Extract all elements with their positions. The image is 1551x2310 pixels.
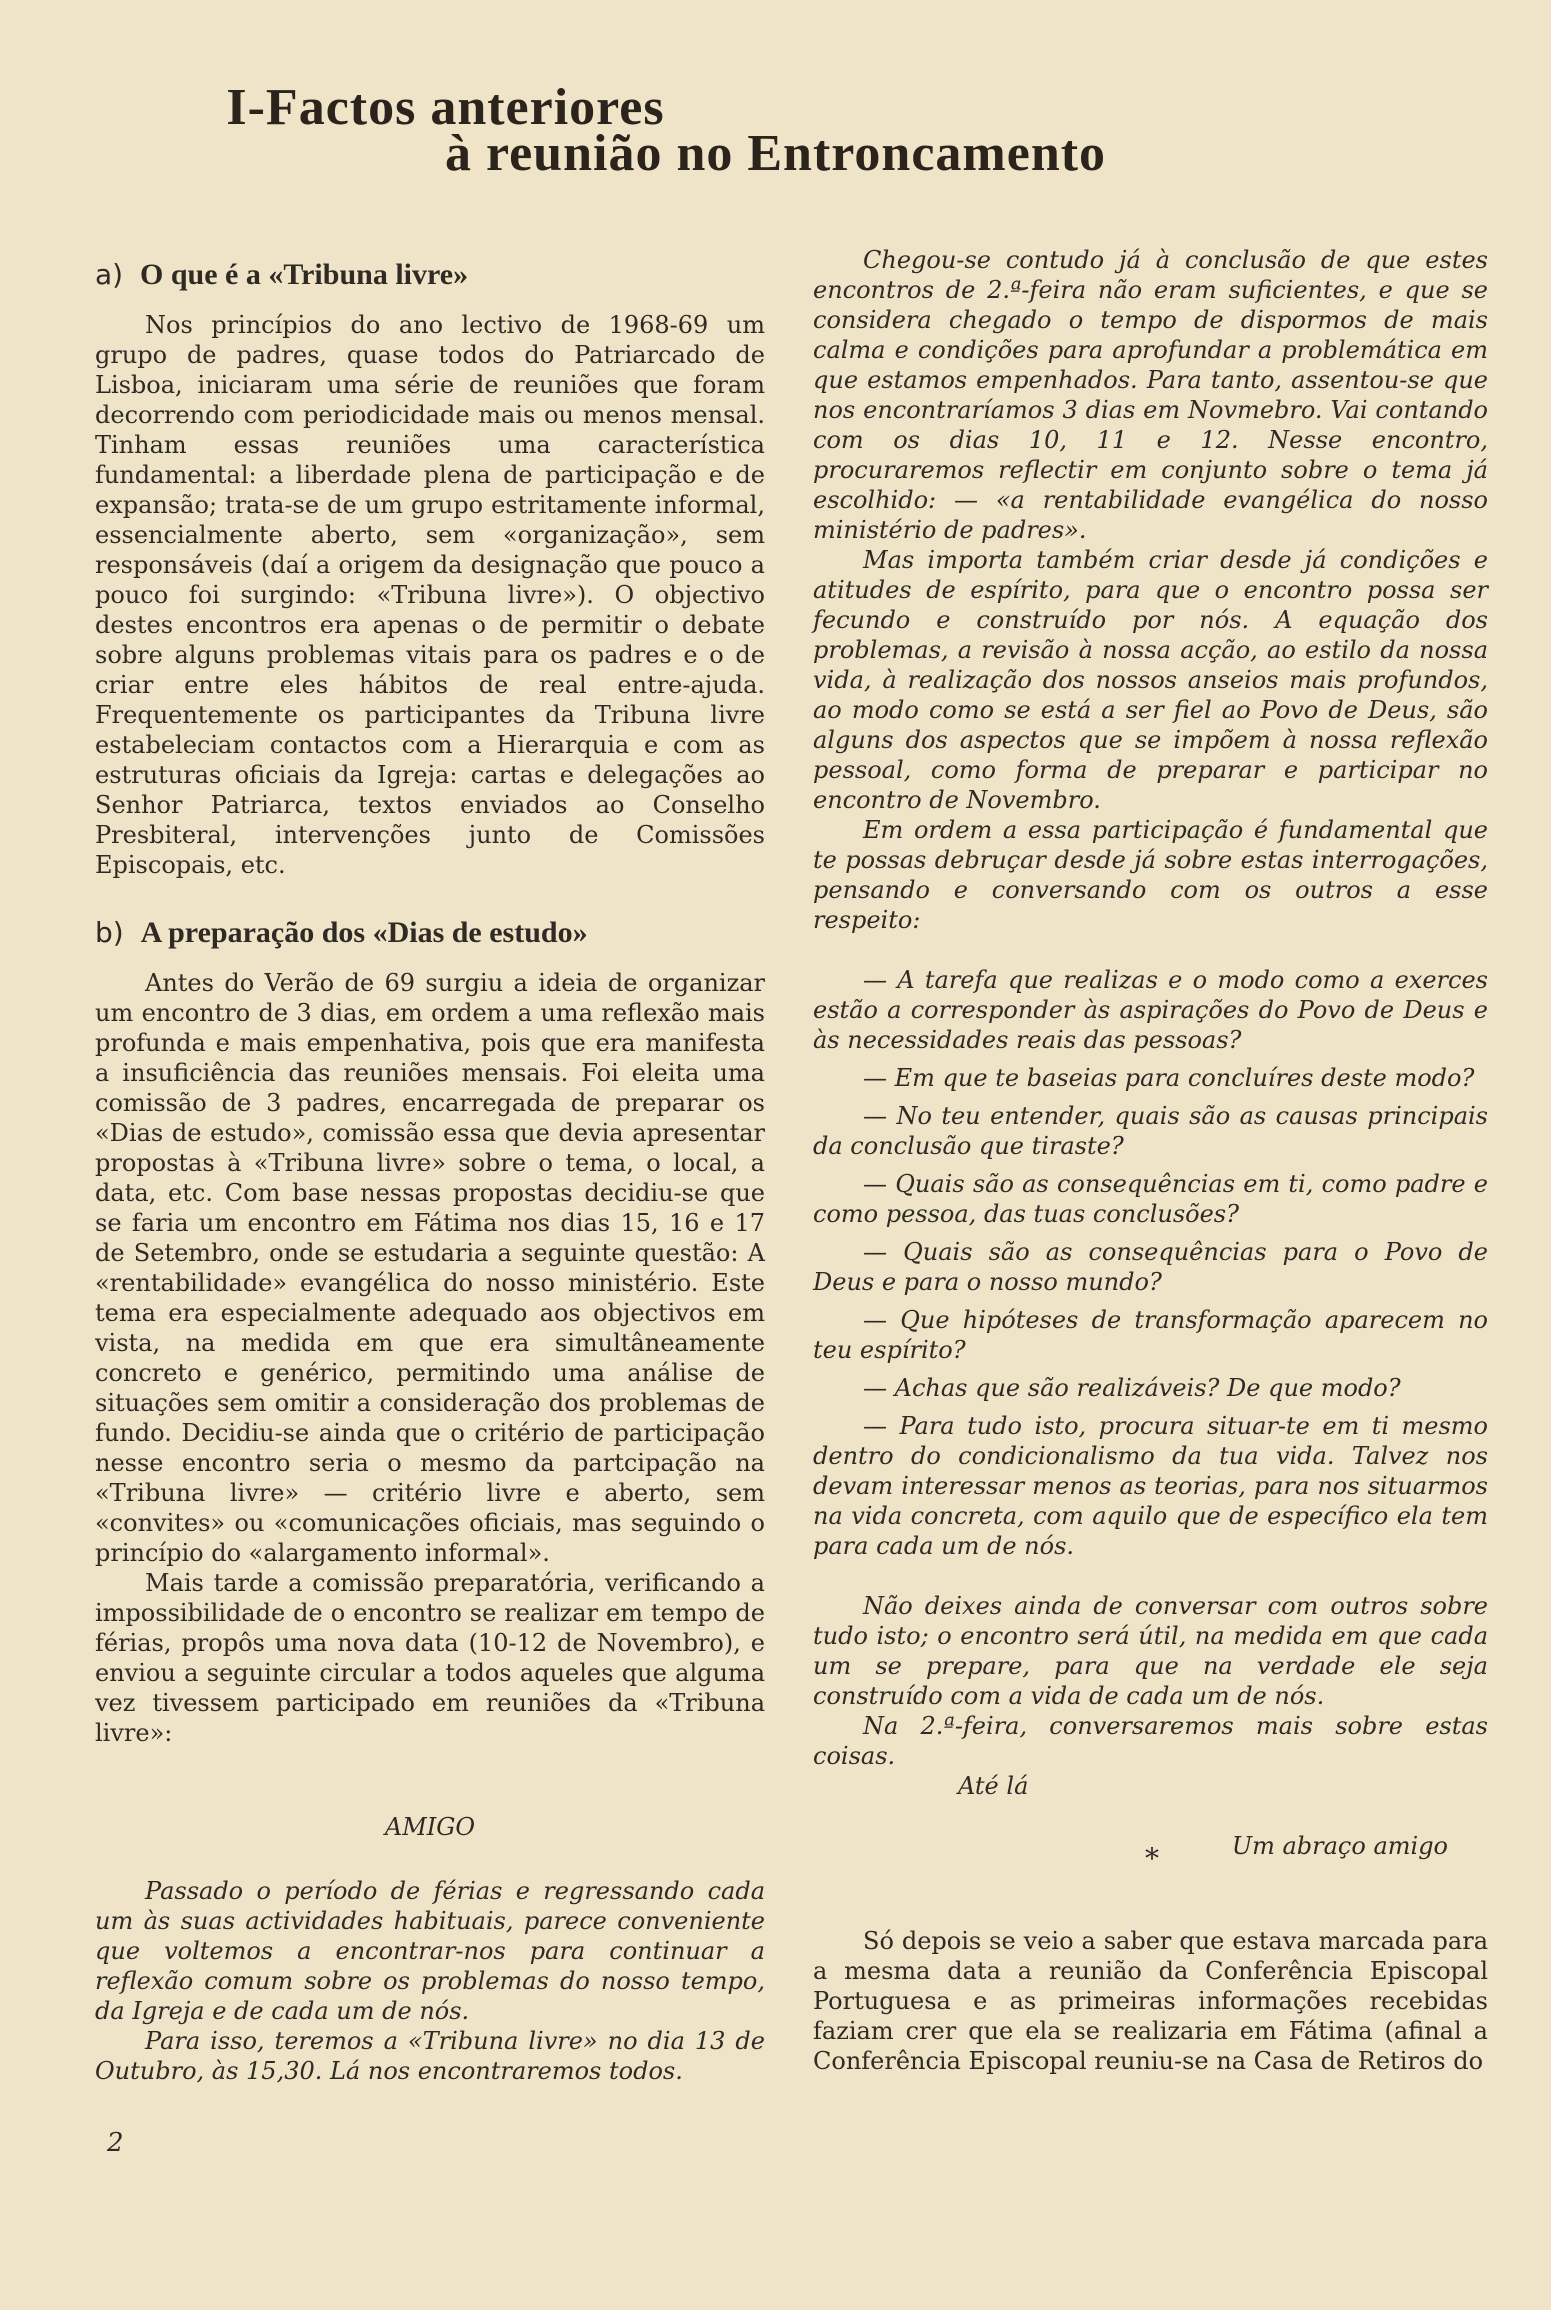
section-b-label: b) xyxy=(95,916,124,949)
letter-signoff: Um abraço amigo xyxy=(1231,1832,1448,1860)
page-title-line-2: à reunião no Entroncamento xyxy=(444,125,1107,182)
section-b-title: A preparação dos «Dias de estudo» xyxy=(140,916,588,949)
question-item: — Para tudo isto, procura situar-te em ti mesmo dentro do condicionalismo da tua vida. Talvez nos devam interessar menos as teorias, para nos situarmos na vida concreta, com aquilo que de específico ela tem para cada um de nós. xyxy=(813,1412,1488,1560)
section-b xyxy=(95,916,765,1748)
letter-start xyxy=(95,1812,765,2086)
letter-paragraph-5: Em ordem a essa participação é fundamental que te possas debruçar desde já sobre estas interrogações, pensando e conversando com os outros a esse respeito: xyxy=(813,816,1488,934)
section-a-heading xyxy=(95,258,765,292)
section-b-paragraph-1: Antes do Verão de 69 surgiu a ideia de organizar um encontro de 3 dias, em ordem a uma reflexão mais profunda e mais empenhativa, pois que era manifesta a insuficiência das reuniões mensais. Foi eleita uma comissão de 3 padres, encarregada de preparar os «Dias de estudo», comissão essa que devia apresentar propostas à «Tribuna livre» sobre o tema, o local, a data, etc. Com base nessas propostas decidiu-se que se faria um encontro em Fátima nos dias 15, 16 e 17 de Setembro, onde se estudaria a seguinte questão: A «rentabilidade» evangélica do nosso ministério. Este tema era especialmente adequado aos objectivos em vista, na medida em que era simultâneamente concreto e genérico, permitindo uma análise de situações sem omitir a consideração dos problemas de fundo. Decidiu-se ainda que o critério de participação nesse encontro seria o mesmo da partcipação na «Tribuna livre» — critério livre e aberto, sem «convites» ou «comunicações oficiais, mas seguindo o princípio do «alargamento informal». xyxy=(95,969,765,1567)
section-separator-star: * xyxy=(1145,1842,1159,1875)
section-b-heading xyxy=(95,916,765,950)
letter-paragraph-7: Na 2.ª-feira, conversaremos mais sobre estas coisas. xyxy=(813,1712,1488,1770)
section-a-paragraph: Nos princípios do ano lectivo de 1968-69 um grupo de padres, quase todos do Patriarcado de Lisboa, iniciaram uma série de reuniões que foram decorrendo com periodicidade mais ou menos mensal. Tinham essas reuniões uma característica fundamental: a liberdade plena de participação e de expansão; trata-se de um grupo estritamente informal, essencialmente aberto, sem «organização», sem responsáveis (daí a origem da designação que pouco a pouco foi surgindo: «Tribuna livre»). O objectivo destes encontros era apenas o de permitir o debate sobre alguns problemas vitais para os padres e o de criar entre eles hábitos de real entre-ajuda. Frequentemente os participantes da Tribuna livre estabeleciam contactos com a Hierarquia e com as estruturas oficiais da Igreja: cartas e delegações ao Senhor Patriarca, textos enviados ao Conselho Presbiteral, intervenções junto de Comissões Episcopais, etc. xyxy=(95,311,765,879)
question-item: — Quais são as consequências para o Povo de Deus e para o nosso mundo? xyxy=(813,1238,1488,1296)
letter-paragraph-6: Não deixes ainda de conversar com outros sobre tudo isto; o encontro será útil, na medida em que cada um se prepare, para que na verdade ele seja construído com a vida de cada um de nós. xyxy=(813,1592,1488,1710)
letter-paragraph-1: Passado o período de férias e regressando cada um às suas actividades habituais, parece conveniente que voltemos a encontrar-nos para continuar a reflexão comum sobre os problemas do nosso tempo, da Igreja e de cada um de nós. xyxy=(95,1877,765,2025)
letter-continuation xyxy=(813,245,1488,1861)
letter-closing: Até lá xyxy=(958,1772,1029,1800)
page-title-line-1: I-Factos anteriores xyxy=(226,79,665,136)
section-a-title: O que é a «Tribuna livre» xyxy=(140,258,469,291)
section-a-label: a) xyxy=(95,258,124,291)
question-item: — Achas que são realizáveis? De que modo? xyxy=(863,1374,1401,1402)
letter-paragraph-3: Chegou-se contudo já à conclusão de que estes encontros de 2.ª-feira não eram suficientes, e que se considera chegado o tempo de dispormos de mais calma e condições para aprofundar a problemática em que estamos empenhados. Para tanto, assentou-se que nos encontraríamos 3 dias em Novmebro. Vai contando com os dias 10, 11 e 12. Nesse encontro, procuraremos reflectir em conjunto sobre o tema já escolhido: — «a rentabilidade evangélica do nosso ministério de padres». xyxy=(813,246,1488,544)
section-a xyxy=(95,258,765,880)
letter-salutation: AMIGO xyxy=(384,1813,476,1841)
section-b-paragraph-2: Mais tarde a comissão preparatória, verificando a impossibilidade de o encontro se realizar em tempo de férias, propôs uma nova data (10-12 de Novembro), e enviou a seguinte circular a todos aqueles que alguma vez tivessem participado em reuniões da «Tribuna livre»: xyxy=(95,1569,765,1747)
question-item: — Que hipóteses de transformação aparecem no teu espírito? xyxy=(813,1306,1488,1364)
page-number: 2 xyxy=(107,2128,124,2158)
question-item: — No teu entender, quais são as causas principais da conclusão que tiraste? xyxy=(813,1102,1488,1160)
final-paragraph: Só depois se veio a saber que estava marcada para a mesma data a reunião da Conferência Episcopal Portuguesa e as primeiras informações recebidas faziam crer que ela se realizaria em Fátima (afinal a Conferência Episcopal reuniu-se na Casa de Retiros do xyxy=(813,1927,1488,2075)
question-item: — Quais são as consequências em ti, como padre e como pessoa, das tuas conclusões? xyxy=(813,1170,1488,1228)
letter-paragraph-2: Para isso, teremos a «Tribuna livre» no dia 13 de Outubro, às 15,30. Lá nos encontraremos todos. xyxy=(95,2027,765,2085)
letter-paragraph-4: Mas importa também criar desde já condições e atitudes de espírito, para que o encontro possa ser fecundo e construído por nós. A equação dos problemas, a revisão à nossa acção, ao estilo da nossa vida, à realização dos nossos anseios mais profundos, ao modo como se está a ser fiel ao Povo de Deus, são alguns dos aspectos que se impõem à nossa reflexão pessoal, como forma de preparar e participar no encontro de Novembro. xyxy=(813,546,1488,814)
question-item: — A tarefa que realizas e o modo como a exerces estão a corresponder às aspirações do Povo de Deus e às necessidades reais das pessoas? xyxy=(813,966,1488,1054)
final-section xyxy=(813,1926,1488,2076)
question-item: — Em que te baseias para concluíres deste modo? xyxy=(863,1064,1475,1092)
